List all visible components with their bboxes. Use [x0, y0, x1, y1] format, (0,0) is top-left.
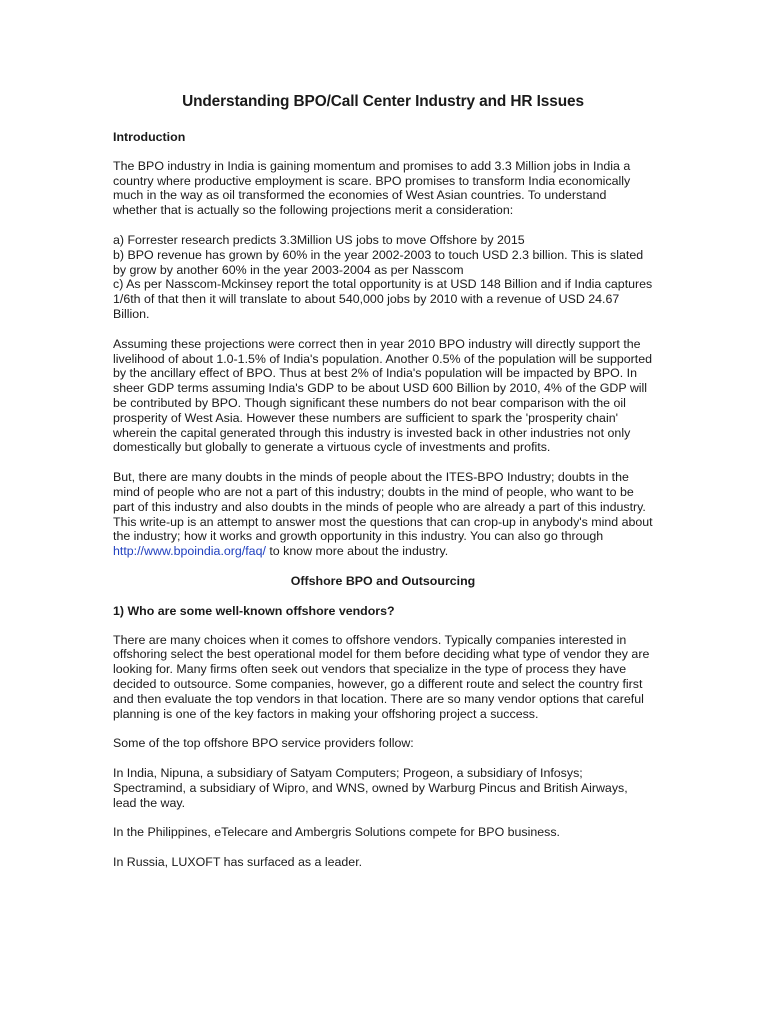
providers-intro: Some of the top offshore BPO service providers follow: [113, 736, 414, 751]
projections-list [113, 233, 653, 322]
assumption-paragraph: Assuming these projections were correct then in year 2010 BPO industry will directly support the livelihood of about 1.0-1.5% of India's population. Another 0.5% of the population will be supported by the ancillary effect of BPO. Thus at best 2% of India's population will be impacted by BPO. In sheer GDP terms assuming India's GDP to be about USD 600 Billion by 2010, 4% of the GDP will be contributed by BPO. Though significant these numbers do not bear comparison with the oil prosperity of West Asia. However these numbers are sufficient to spark the 'prosperity chain' wherein the capital generated through this industry is invested back in other industries not only domestically but globally to generate a virtuous cycle of investments and profits. [113, 336, 652, 455]
intro-paragraph: The BPO industry in India is gaining momentum and promises to add 3.3 Million jobs in India a country where productive employment is scare. BPO promises to transform India economically much in the way as oil transformed the economies of West Asian countries. To understand whether that is actually so the following projections merit a consideration: [113, 158, 631, 218]
russia-paragraph: In Russia, LUXOFT has surfaced as a leader. [113, 855, 363, 870]
bpoindia-faq-link[interactable]: http://www.bpoindia.org/faq/ [113, 544, 266, 559]
question-heading: 1) Who are some well-known offshore vendors? [113, 603, 395, 618]
projection-item-c: c) As per Nasscom-Mckinsey report the total opportunity is at USD 148 Billion and if India captures 1/6th of that then it will translate to about 540,000 jobs by 2010 with a revenue of USD 24.67 Billion. [113, 277, 653, 321]
philippines-paragraph: In the Philippines, eTelecare and Ambergris Solutions compete for BPO business. [113, 825, 560, 840]
projection-item-b: b) BPO revenue has grown by 60% in the year 2002-2003 to touch USD 2.3 billion. This is slated by grow by another 60% in the year 2003-2004 as per Nasscom [113, 247, 644, 277]
doubts-paragraph [113, 470, 653, 559]
india-paragraph: In India, Nipuna, a subsidiary of Satyam Computers; Progeon, a subsidiary of Infosys; Spectramind, a subsidiary of Wipro, and WNS, owned by Warburg Pincus and British Airways, lead the way. [113, 766, 628, 810]
doubts-paragraph-tail: to know more about the industry. [265, 544, 449, 559]
doubts-paragraph-text: But, there are many doubts in the minds of people about the ITES-BPO Industry; doubts in the mind of people who are not a part of this industry; doubts in the mind of people, who want to be part of this industry and also doubts in the minds of people who are already a part of this industry. This write-up is an attempt to answer most the questions that can crop-up in anybody's mind about the industry; how it works and growth opportunity in this industry. You can also go through [113, 470, 653, 544]
section-title: Offshore BPO and Outsourcing [290, 573, 476, 588]
projection-item-a: a) Forrester research predicts 3.3Million US jobs to move Offshore by 2015 [113, 232, 525, 247]
document-body [113, 92, 653, 885]
document-title: Understanding BPO/Call Center Industry and HR Issues [182, 93, 584, 110]
vendors-paragraph: There are many choices when it comes to offshore vendors. Typically companies interested in offshoring select the best operational model for them before deciding what type of vendor they are looking for. Many firms often seek out vendors that specialize in the type of process they have decided to outsource. Some companies, however, go a different route and select the country first and then evaluate the top vendors in that location. There are so many vendor options that careful planning is one of the key factors in making your offshoring project a success. [113, 632, 650, 721]
intro-heading: Introduction [113, 130, 186, 144]
